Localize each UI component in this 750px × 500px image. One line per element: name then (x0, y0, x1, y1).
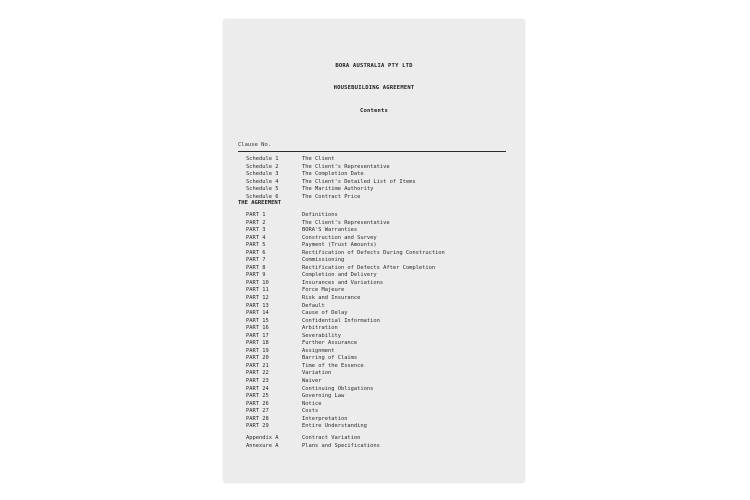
appendix-row-label: Annexure A (246, 442, 279, 449)
section-heading: THE AGREEMENT (238, 200, 282, 206)
part-row-label: PART 7 (246, 257, 266, 264)
part-row-title: Construction and Survey (302, 234, 377, 241)
part-row-label: PART 28 (246, 415, 269, 422)
part-row-title: Waiver (302, 378, 322, 385)
schedule-row-title: The Client's Detailed List of Items (302, 178, 416, 185)
part-row (246, 340, 445, 348)
schedule-row-label: Schedule 2 (246, 163, 279, 170)
part-row-label: PART 24 (246, 385, 269, 392)
part-row (246, 280, 445, 288)
part-row-label: PART 8 (246, 264, 266, 271)
schedule-row-title: The Contract Price (302, 193, 361, 200)
appendix-list (246, 435, 380, 450)
part-row-title: Confidential Information (302, 317, 380, 324)
part-row (246, 408, 445, 416)
contents-heading: Contents (359, 108, 389, 114)
part-row-label: PART 2 (246, 219, 266, 226)
part-row-title: Interpretation (302, 415, 348, 422)
schedule-row-label: Schedule 4 (246, 178, 279, 185)
part-row-label: PART 27 (246, 408, 269, 415)
schedule-row-title: The Client's Representative (302, 163, 390, 170)
part-row-label: PART 18 (246, 340, 269, 347)
part-row-label: PART 3 (246, 227, 266, 234)
schedule-row (246, 164, 416, 172)
part-row-title: Cause of Delay (302, 310, 348, 317)
part-row (246, 220, 445, 228)
part-row-label: PART 11 (246, 287, 269, 294)
part-row-title: Further Assurance (302, 340, 358, 347)
part-row-title: The Client's Representative (302, 219, 390, 226)
part-row-label: PART 29 (246, 423, 269, 430)
appendix-row (246, 443, 380, 451)
part-row-title: Risk and Insurance (302, 295, 361, 302)
part-row-title: Arbitration (302, 325, 338, 332)
part-row (246, 363, 445, 371)
parts-list (246, 212, 445, 431)
part-row-title: Rectification of Defects After Completion (302, 264, 436, 271)
part-row-title: Definitions (302, 212, 338, 218)
part-row (246, 250, 445, 258)
part-row-title: Costs (302, 408, 319, 415)
part-row (246, 242, 445, 250)
part-row (246, 423, 445, 431)
schedule-row-title: The Completion Date (302, 171, 364, 178)
part-row-title: Commissioning (302, 257, 345, 264)
schedule-row-label: Schedule 6 (246, 193, 279, 200)
schedule-row (246, 171, 416, 179)
schedule-row-label: Schedule 1 (246, 156, 279, 162)
part-row-label: PART 25 (246, 393, 269, 400)
part-row (246, 333, 445, 341)
company-name: BORA AUSTRALIA PTY LTD (335, 63, 413, 69)
part-row (246, 318, 445, 326)
part-row-title: Variation (302, 370, 332, 377)
part-row-title: Entire Understanding (302, 423, 367, 430)
appendix-row-title: Plans and Specifications (302, 442, 380, 449)
appendix-row-label: Appendix A (246, 435, 279, 441)
part-row-label: PART 23 (246, 378, 269, 385)
clause-number-header: Clause No. (238, 142, 272, 148)
schedule-row (246, 179, 416, 187)
part-row-label: PART 12 (246, 295, 269, 302)
part-row-label: PART 13 (246, 302, 269, 309)
part-row (246, 416, 445, 424)
part-row (246, 310, 445, 318)
part-row (246, 295, 445, 303)
part-row-label: PART 20 (246, 355, 269, 362)
part-row (246, 287, 445, 295)
part-row-title: Assignment (302, 347, 335, 354)
part-row (246, 235, 445, 243)
part-row-title: Barring of Claims (302, 355, 358, 362)
part-row-label: PART 14 (246, 310, 269, 317)
part-row-label: PART 10 (246, 279, 269, 286)
part-row (246, 386, 445, 394)
part-row-label: PART 9 (246, 272, 266, 279)
part-row-label: PART 21 (246, 362, 269, 369)
part-row-title: Severability (302, 332, 341, 339)
part-row-label: PART 19 (246, 347, 269, 354)
part-row-label: PART 22 (246, 370, 269, 377)
part-row-title: Rectification of Defects During Construction (302, 249, 445, 256)
part-row (246, 348, 445, 356)
part-row-title: Continuing Obligations (302, 385, 374, 392)
schedule-row (246, 156, 416, 164)
part-row (246, 355, 445, 363)
document-page (224, 20, 524, 482)
part-row (246, 378, 445, 386)
part-row-title: Payment (Trust Amounts) (302, 242, 377, 249)
part-row (246, 393, 445, 401)
part-row (246, 257, 445, 265)
schedule-list (246, 156, 416, 201)
schedule-row-title: The Client (302, 156, 335, 162)
header-divider (238, 151, 506, 152)
schedule-row-title: The Maritime Authority (302, 186, 374, 193)
part-row (246, 265, 445, 273)
part-row (246, 303, 445, 311)
part-row-title: BORA'S Warranties (302, 227, 358, 234)
part-row-label: PART 17 (246, 332, 269, 339)
part-row-title: Force Majeure (302, 287, 345, 294)
part-row-label: PART 1 (246, 212, 266, 218)
part-row-label: PART 16 (246, 325, 269, 332)
schedule-row-label: Schedule 3 (246, 171, 279, 178)
appendix-row (246, 435, 380, 443)
part-row-label: PART 15 (246, 317, 269, 324)
agreement-title: HOUSEBUILDING AGREEMENT (333, 85, 415, 91)
part-row-title: Time of the Essence (302, 362, 364, 369)
part-row (246, 272, 445, 280)
part-row (246, 212, 445, 220)
part-row (246, 370, 445, 378)
part-row (246, 325, 445, 333)
schedule-row-label: Schedule 5 (246, 186, 279, 193)
part-row-title: Governing Law (302, 393, 345, 400)
part-row (246, 401, 445, 409)
part-row-label: PART 6 (246, 249, 266, 256)
part-row-title: Default (302, 302, 325, 309)
part-row-label: PART 4 (246, 234, 266, 241)
part-row-title: Insurances and Variations (302, 279, 384, 286)
appendix-row-title: Contract Variation (302, 435, 361, 441)
part-row-title: Notice (302, 400, 322, 407)
part-row-title: Completion and Delivery (302, 272, 377, 279)
part-row-label: PART 5 (246, 242, 266, 249)
part-row-label: PART 26 (246, 400, 269, 407)
part-row (246, 227, 445, 235)
schedule-row (246, 186, 416, 194)
